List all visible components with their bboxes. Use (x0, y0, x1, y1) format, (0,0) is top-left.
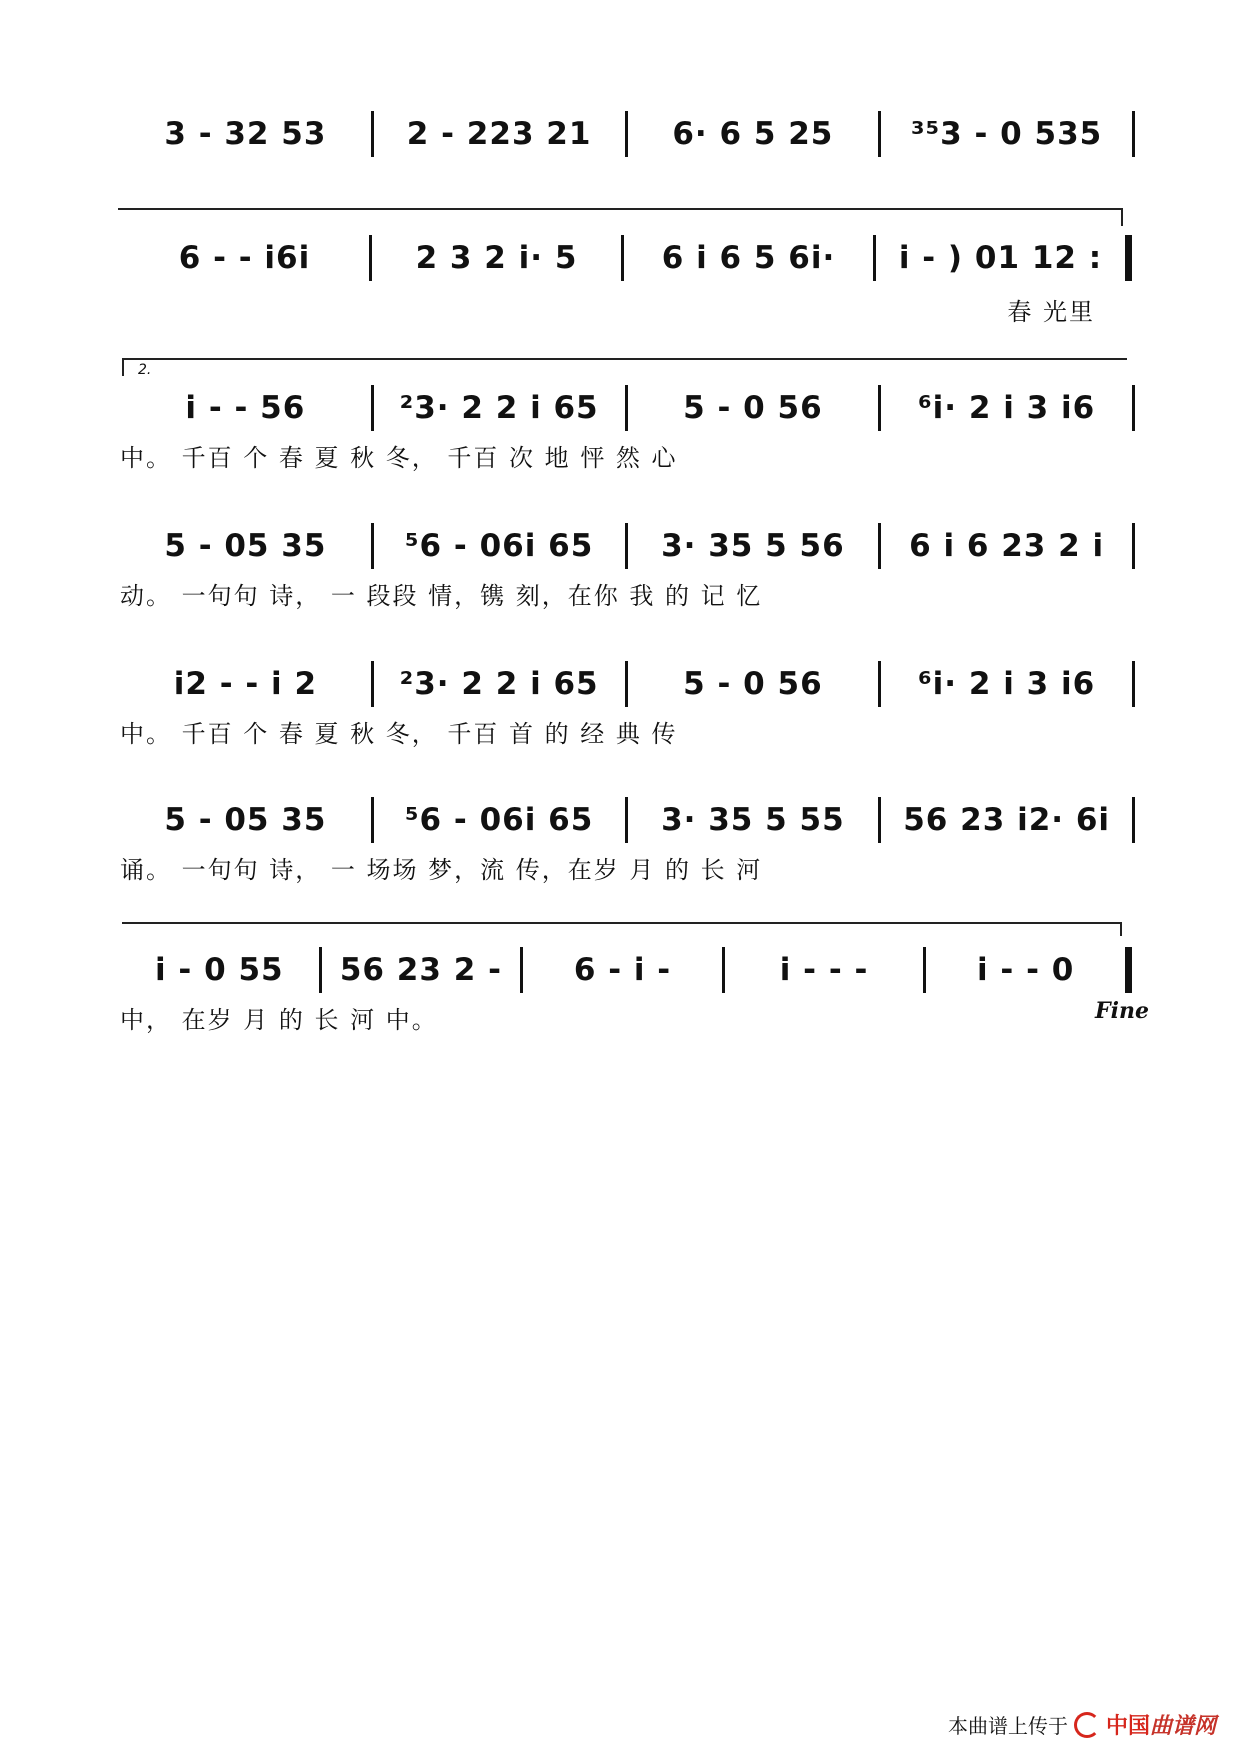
measure: 2 3 2 i· 5 (415, 240, 578, 276)
site-logo[interactable] (1106, 1709, 1216, 1740)
measure: 6· 6 5 25 (672, 116, 834, 152)
measure: ²3· 2 2 i 65 (399, 666, 599, 702)
system-1-notes (120, 104, 1135, 164)
measure: i - - 56 (185, 390, 306, 426)
system-7-lyrics: 中， 在岁 月 的 长 河 中。 (120, 1006, 438, 1034)
system-7-rule-end (1120, 922, 1122, 936)
measure: 6 - - i6i (178, 240, 311, 276)
volta-label: 2. (138, 362, 152, 378)
measure: 56 23 i2· 6i (903, 802, 1111, 838)
system-7-top-rule (122, 922, 1122, 924)
logo-text-2: 曲谱网 (1149, 1714, 1216, 1739)
measure: 6 i 6 23 2 i (909, 528, 1105, 564)
logo-text-1: 中国 (1105, 1714, 1150, 1739)
system-2-notes (120, 228, 1135, 288)
measure: i - - - (779, 952, 869, 988)
barline (1132, 111, 1135, 157)
measure: 6 i 6 5 6i· (661, 240, 836, 276)
volta-bracket-2-start (122, 358, 124, 376)
measure: 5 - 0 56 (683, 390, 823, 426)
system-4-lyrics: 动。 一句句 诗， 一 段段 情，镌 刻，在你 我 的 记 忆 (120, 582, 763, 610)
site-footer (948, 1709, 1216, 1740)
measure: 5 - 05 35 (164, 528, 327, 564)
final-barline (1125, 947, 1135, 993)
repeat-barline (1125, 235, 1135, 281)
barline (1132, 797, 1135, 843)
measure: 6 - i - (573, 952, 672, 988)
measure: i2 - - i 2 (173, 666, 318, 702)
upload-note: 本曲谱上传于 (947, 1714, 1068, 1738)
system-3-lyrics: 中。 千百 个 春 夏 秋 冬， 千百 次 地 怦 然 心 (120, 444, 678, 472)
measure: 2 - 223 21 (406, 116, 592, 152)
measure: ⁵6 - 06i 65 (404, 802, 594, 838)
system-2-lyrics: 春 光里 (1007, 298, 1095, 326)
volta-bracket-1 (118, 208, 1123, 210)
measure: 5 - 0 56 (683, 666, 823, 702)
measure: ³⁵3 - 0 535 (911, 116, 1103, 152)
fine-marking: Fine (1095, 998, 1149, 1024)
measure: 3· 35 5 56 (661, 528, 845, 564)
measure: 5 - 05 35 (164, 802, 327, 838)
system-6-notes (120, 790, 1135, 850)
measure: 56 23 2 - (339, 952, 502, 988)
site-logo-icon (1074, 1712, 1100, 1738)
system-7-notes (120, 940, 1135, 1000)
measure: i - 0 55 (155, 952, 284, 988)
barline (1132, 385, 1135, 431)
system-5-notes (120, 654, 1135, 714)
barline (1132, 523, 1135, 569)
system-3-notes (120, 378, 1135, 438)
measure: ²3· 2 2 i 65 (399, 390, 599, 426)
system-5-lyrics: 中。 千百 个 春 夏 秋 冬， 千百 首 的 经 典 传 (120, 720, 678, 748)
barline (1132, 661, 1135, 707)
measure: 3 - 32 53 (164, 116, 327, 152)
system-6-lyrics: 诵。 一句句 诗， 一 场场 梦，流 传，在岁 月 的 长 河 (120, 856, 763, 884)
measure: i - ) 01 12 : (898, 240, 1103, 276)
measure: i - - 0 (977, 952, 1075, 988)
measure: ⁵6 - 06i 65 (404, 528, 594, 564)
measure: ⁶i· 2 i 3 i6 (918, 390, 1096, 426)
measure: 3· 35 5 55 (661, 802, 845, 838)
system-4-notes (120, 516, 1135, 576)
measure: ⁶i· 2 i 3 i6 (918, 666, 1096, 702)
volta-bracket-1-end (1121, 208, 1123, 226)
volta-bracket-2 (122, 358, 1127, 360)
